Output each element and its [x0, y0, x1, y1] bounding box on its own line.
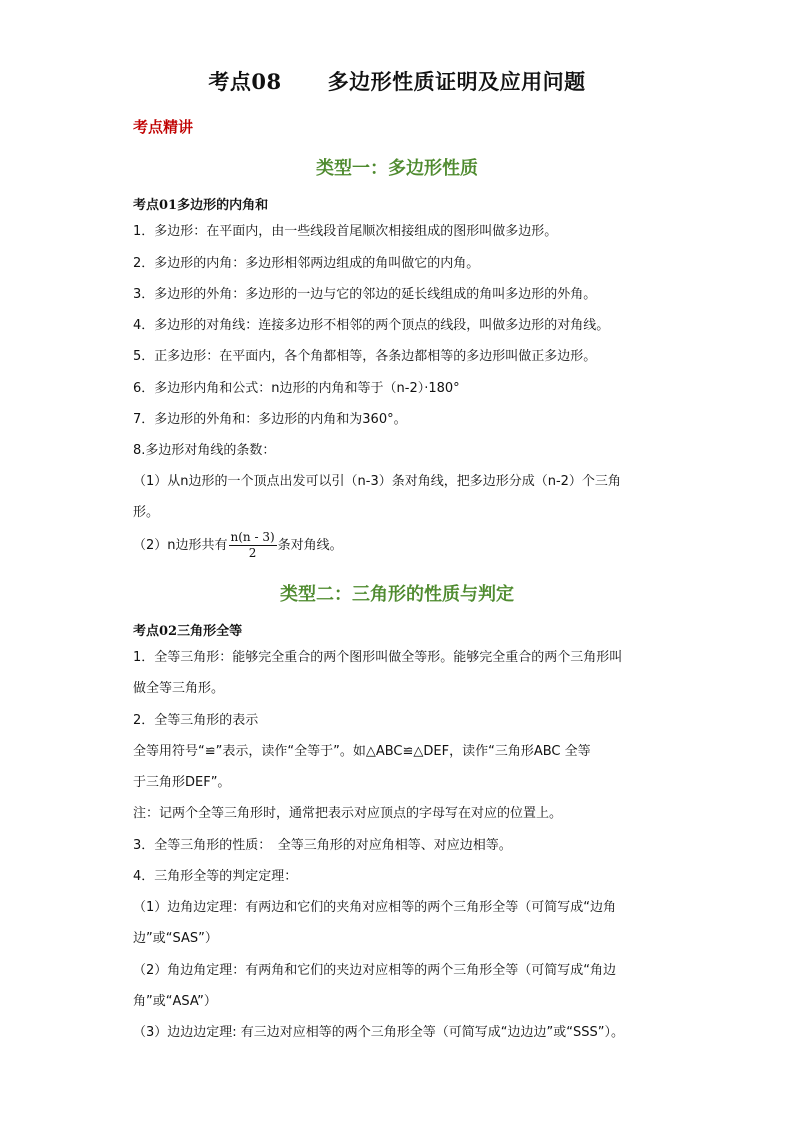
type1-line-4: 4．多边形的对角线：连接多边形不相邻的两个顶点的线段，叫做多边形的对角线。: [133, 318, 610, 333]
section-label: 考点精讲: [133, 118, 194, 136]
type1-line-9: （1）从n边形的一个顶点出发可以引（n-3）条对角线，把多边形分成（n-2）个三角: [133, 474, 621, 489]
fraction-denominator: 2: [248, 546, 257, 560]
type1-line-10: 形。: [133, 505, 160, 520]
type2-line-7: 3．全等三角形的性质： 全等三角形的对应角相等、对应边相等。: [133, 838, 512, 853]
diagonal-count-suffix: 条对角线。: [277, 538, 343, 553]
type1-line-1: 1．多边形：在平面内，由一些线段首尾顺次相接组成的图形叫做多边形。: [133, 224, 558, 239]
diagonal-count-prefix: （2）n边形共有: [133, 538, 228, 553]
type2-line-9: （1）边角边定理：有两边和它们的夹角对应相等的两个三角形全等（可简写成“边角: [133, 900, 617, 915]
type1-line-8: 8.多边形对角线的条数：: [133, 443, 276, 458]
type2-line-3: 2．全等三角形的表示: [133, 713, 259, 728]
type1-line-7: 7．多边形的外角和：多边形的内角和为360°。: [133, 412, 407, 427]
type1-line-6: 6．多边形内角和公式：n边形的内角和等于（n-2）·180°: [133, 381, 460, 396]
type1-line-3: 3．多边形的外角：多边形的一边与它的邻边的延长线组成的角叫多边形的外角。: [133, 287, 597, 302]
type2-line-12: 角”或“ASA”）: [133, 994, 217, 1009]
type2-line-8: 4．三角形全等的判定定理：: [133, 869, 298, 884]
page-title: [0, 66, 794, 96]
diagonal-count-fraction: [229, 530, 277, 561]
type1-line-5: 5．正多边形：在平面内，各个角都相等，各条边都相等的多边形叫做正多边形。: [133, 349, 597, 364]
type2-line-6: 注：记两个全等三角形时，通常把表示对应顶点的字母写在对应的位置上。: [133, 806, 563, 821]
type2-heading: 类型二：三角形的性质与判定: [280, 584, 514, 605]
type2-line-4: 全等用符号“≌”表示，读作“全等于”。如△ABC≌△DEF，读作“三角形ABC 全等: [133, 744, 591, 759]
title-text: 多边形性质证明及应用问题: [327, 69, 586, 94]
kp02-heading: 考点02三角形全等: [133, 624, 243, 639]
type1-line-2: 2．多边形的内角：多边形相邻两边组成的角叫做它的内角。: [133, 256, 480, 271]
type2-line-2: 做全等三角形。: [133, 681, 225, 696]
type2-line-11: （2）角边角定理：有两角和它们的夹边对应相等的两个三角形全等（可简写成“角边: [133, 963, 617, 978]
type2-line-13: （3）边边边定理: 有三边对应相等的两个三角形全等（可简写成“边边边”或“SSS”）。: [133, 1025, 624, 1040]
fraction-numerator: n(n - 3): [230, 530, 275, 544]
type2-line-5: 于三角形DEF”。: [133, 775, 231, 790]
type1-heading: 类型一：多边形性质: [316, 158, 478, 179]
title-code: 考点08: [208, 69, 282, 94]
type2-line-1: 1．全等三角形：能够完全重合的两个图形叫做全等形。能够完全重合的两个三角形叫: [133, 650, 623, 665]
type1-line-11: [133, 530, 343, 561]
type2-line-10: 边”或“SAS”）: [133, 931, 218, 946]
kp01-heading: 考点01多边形的内角和: [133, 198, 269, 213]
